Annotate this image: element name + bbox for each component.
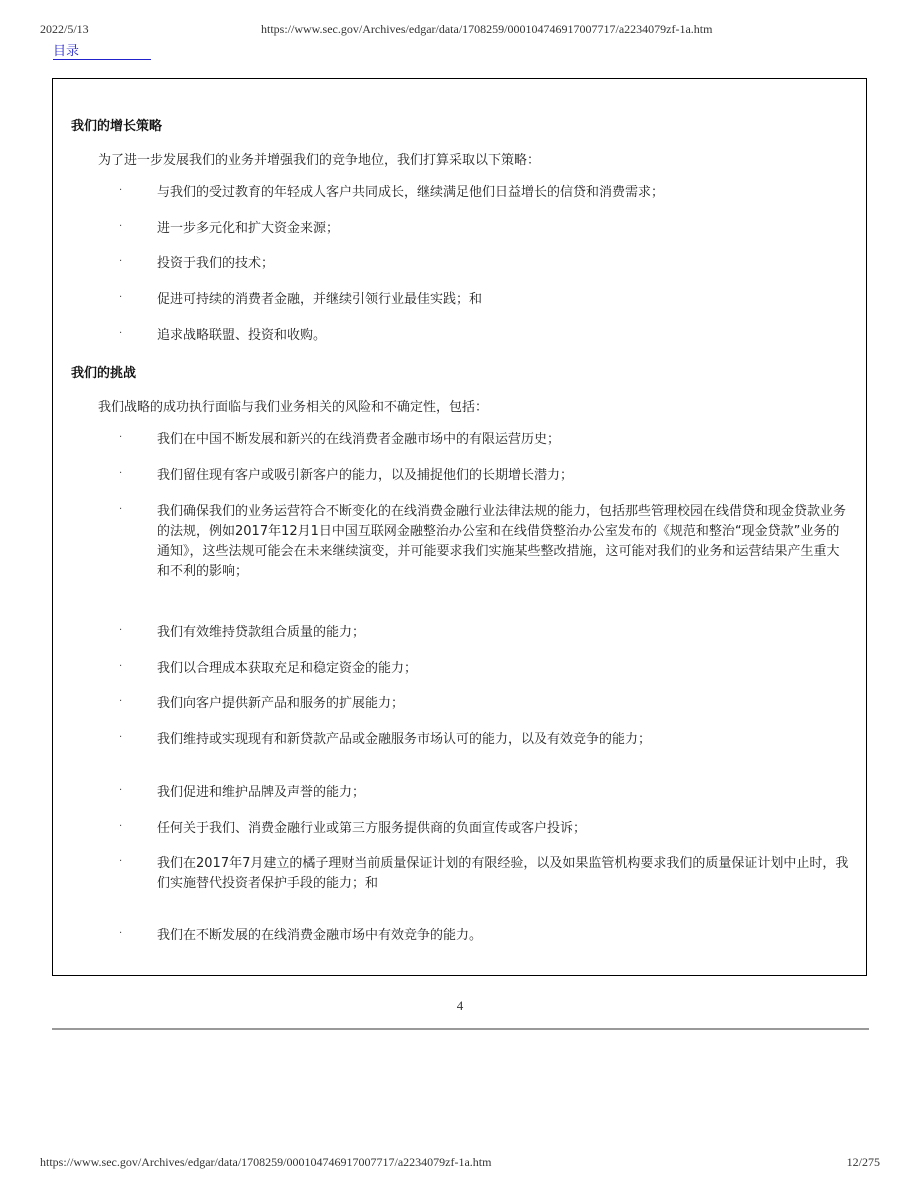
strategy-intro: 为了进一步发展我们的业务并增强我们的竞争地位，我们打算采取以下策略： <box>98 153 541 168</box>
challenge-item: 我们有效维持贷款组合质量的能力； <box>157 625 366 640</box>
content-box <box>52 78 867 976</box>
footer-page-count: 12/275 <box>846 1155 880 1169</box>
strategy-item: 投资于我们的技术； <box>157 256 275 271</box>
challenge-item: 我们以合理成本获取充足和稳定资金的能力； <box>157 661 418 676</box>
strategy-item: 追求战略联盟、投资和收购。 <box>157 328 327 343</box>
bullet: · <box>119 221 123 232</box>
print-date: 2022/5/13 <box>40 22 89 36</box>
page-divider <box>52 1028 869 1030</box>
challenge-item: 我们在中国不断发展和新兴的在线消费者金融市场中的有限运营历史； <box>157 432 561 447</box>
challenge-item: 我们维持或实现现有和新贷款产品或金融服务市场认可的能力，以及有效竞争的能力； <box>157 732 652 747</box>
bullet: · <box>119 292 123 303</box>
strategy-title: 我们的增长策略 <box>71 119 163 134</box>
challenges-title: 我们的挑战 <box>71 366 137 381</box>
challenge-item: 我们在2017年7月建立的橘子理财当前质量保证计划的有限经验，以及如果监管机构要求我们的质量保证计划中止时，我们实施替代投资者保护手段的能力；和 <box>157 856 849 891</box>
bullet: · <box>119 625 123 636</box>
toc-link[interactable]: 目录 <box>53 44 151 60</box>
strategy-item: 与我们的受过教育的年轻成人客户共同成长，继续满足他们日益增长的信贷和消费需求； <box>157 185 665 200</box>
bullet: · <box>119 785 123 796</box>
bullet: · <box>119 328 123 339</box>
challenge-item: 任何关于我们、消费金融行业或第三方服务提供商的负面宣传或客户投诉； <box>157 821 587 836</box>
bullet: · <box>119 468 123 479</box>
challenge-item: 我们留住现有客户或吸引新客户的能力，以及捕捉他们的长期增长潜力； <box>157 468 574 483</box>
challenge-item: 我们向客户提供新产品和服务的扩展能力； <box>157 696 405 711</box>
challenge-item: 我们在不断发展的在线消费金融市场中有效竞争的能力。 <box>157 928 483 943</box>
page-number: 4 <box>456 998 464 1013</box>
print-url: https://www.sec.gov/Archives/edgar/data/1708259/000104746917007717/a2234079zf-1a.htm <box>261 22 713 36</box>
bullet: · <box>119 432 123 443</box>
strategy-item: 促进可持续的消费者金融，并继续引领行业最佳实践；和 <box>157 292 483 307</box>
footer-url: https://www.sec.gov/Archives/edgar/data/1708259/000104746917007717/a2234079zf-1a.htm <box>40 1155 492 1169</box>
bullet: · <box>119 928 123 939</box>
bullet: · <box>119 821 123 832</box>
challenge-item: 我们确保我们的业务运营符合不断变化的在线消费金融行业法律法规的能力，包括那些管理校园在线借贷和现金贷款业务的法规，例如2017年12月1日中国互联网金融整治办公室和在线借贷整治办公室发布的《规范和整治“现金贷款”业务的通知》，这些法规可能会在未来继续演变，并可能要求我们实施某些整改措施，这可能对我们的业务和运营结果产生重大和不利的影响； <box>157 504 847 579</box>
bullet: · <box>119 504 123 515</box>
bullet: · <box>119 661 123 672</box>
bullet: · <box>119 696 123 707</box>
challenges-intro: 我们战略的成功执行面临与我们业务相关的风险和不确定性，包括： <box>98 400 489 415</box>
bullet: · <box>119 256 123 267</box>
bullet: · <box>119 732 123 743</box>
challenge-item: 我们促进和维护品牌及声誉的能力； <box>157 785 366 800</box>
strategy-item: 进一步多元化和扩大资金来源； <box>157 221 340 236</box>
bullet: · <box>119 856 123 867</box>
bullet: · <box>119 185 123 196</box>
